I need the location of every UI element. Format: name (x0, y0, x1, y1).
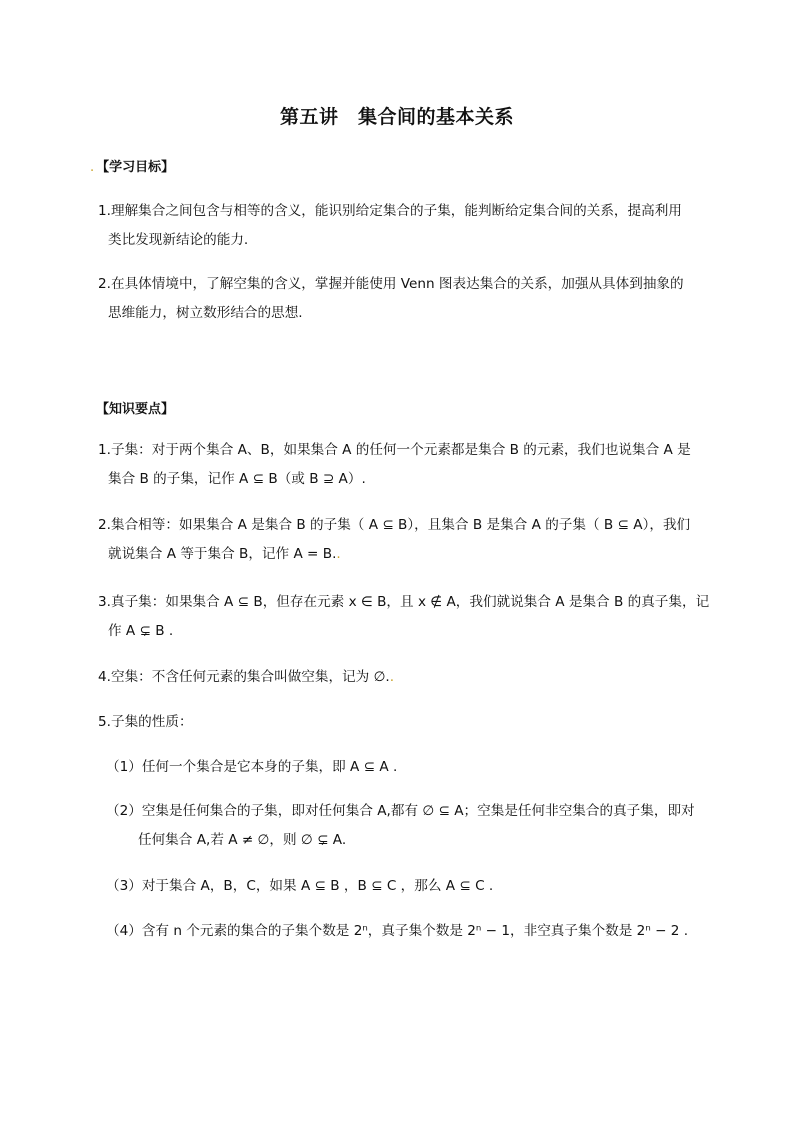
point-item-5 (98, 708, 710, 737)
point-item-1-line2: 集合 B 的子集，记作 A ⊆ B（或 B ⊇ A）. (108, 471, 366, 487)
point-item-2-line1: 2.集合相等：如果集合 A 是集合 B 的子集（ A ⊆ B），且集合 B 是集合 A 的子集（ B ⊆ A），我们 (98, 517, 691, 533)
point-item-5-line1: 5.子集的性质： (98, 714, 193, 730)
goal-item-1-line2: 类比发现新结论的能力. (108, 232, 249, 248)
learning-goals-heading-text: 【学习目标】 (96, 160, 175, 175)
property-item-2-line1: （2）空集是任何集合的子集，即对任何集合 A,都有 ∅ ⊆ A；空集是任何非空集合的真子集，即对 (106, 803, 695, 819)
property-item-2 (106, 797, 718, 855)
point-item-4-line1: 4.空集：不含任何元素的集合叫做空集，记为 ∅. (98, 669, 390, 685)
property-item-4-line1: （4）含有 n 个元素的集合的子集个数是 2ⁿ，真子集个数是 2ⁿ − 1，非空真子集个数是 2ⁿ − 2 . (106, 923, 689, 939)
goal-item-2-line2: 思维能力，树立数形结合的思想. (108, 305, 303, 321)
point-item-2 (98, 511, 710, 569)
goal-item-1-line1: 1.理解集合之间包含与相等的含义，能识别给定集合的子集，能判断给定集合间的关系，提高利用 (98, 203, 682, 219)
point-item-2-accent-dot: . (336, 546, 341, 562)
goal-item-1 (98, 197, 710, 255)
learning-goals-heading (90, 156, 174, 175)
key-points-heading: 【知识要点】 (96, 402, 175, 417)
point-item-2-line2: 就说集合 A 等于集合 B，记作 A = B. (108, 546, 337, 562)
point-item-3 (98, 588, 710, 646)
point-item-3-line2: 作 A ⊊ B . (108, 623, 174, 639)
property-item-3 (106, 872, 718, 901)
goal-item-2 (98, 270, 710, 328)
bullet-marker: . (90, 160, 95, 175)
point-item-4 (98, 663, 710, 692)
property-item-1-line1: （1）任何一个集合是它本身的子集，即 A ⊆ A . (106, 759, 398, 775)
property-item-2-line2: 任何集合 A,若 A ≠ ∅，则 ∅ ⊊ A. (138, 832, 347, 848)
point-item-1 (98, 436, 710, 494)
property-item-1 (106, 753, 718, 782)
point-item-2-line2-wrap (98, 540, 710, 569)
point-item-4-accent-dot: . (389, 669, 395, 685)
goal-item-2-line1: 2.在具体情境中，了解空集的含义，掌握并能使用 Venn 图表达集合的关系，加强从具体到抽象的 (98, 276, 684, 292)
property-item-3-line1: （3）对于集合 A，B，C，如果 A ⊆ B ，B ⊆ C ，那么 A ⊆ C . (106, 878, 494, 894)
point-item-3-line1: 3.真子集：如果集合 A ⊆ B，但存在元素 x ∈ B，且 x ∉ A，我们就说集合 A 是集合 B 的真子集，记 (98, 594, 710, 610)
property-item-4 (106, 917, 718, 946)
page-title: 第五讲 集合间的基本关系 (279, 106, 514, 128)
point-item-1-line1: 1.子集：对于两个集合 A、B，如果集合 A 的任何一个元素都是集合 B 的元素，我们也说集合 A 是 (98, 442, 691, 458)
